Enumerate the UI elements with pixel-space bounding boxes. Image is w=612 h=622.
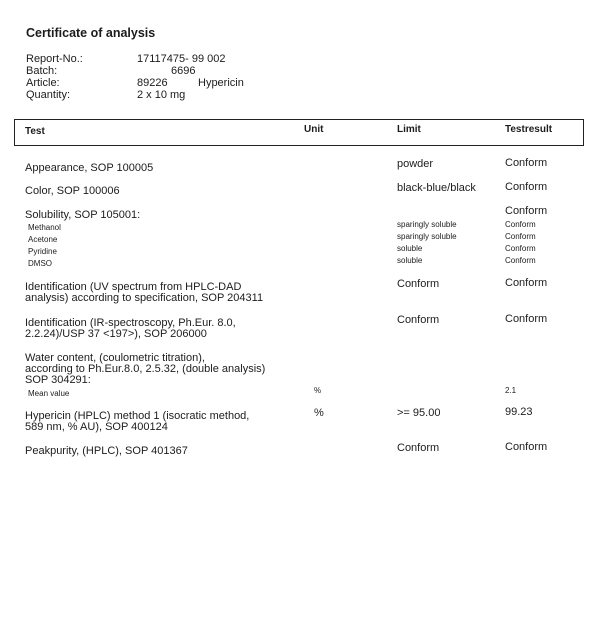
sub-methanol-limit: sparingly soluble [397, 220, 457, 229]
row-appearance-test: Appearance, SOP 100005 [25, 162, 154, 174]
sub-dmso-name: DMSO [28, 259, 52, 268]
row-peakpurity-result: Conform [505, 441, 548, 453]
row-color-limit: black-blue/black [397, 182, 476, 194]
report-value: 17117475- 99 002 [137, 53, 226, 65]
row-hypericin-unit: % [314, 407, 324, 419]
row-appearance-result: Conform [505, 157, 548, 169]
row-solubility-test: Solubility, SOP 105001: [25, 209, 141, 221]
report-label: Report-No.: [26, 53, 83, 65]
row-appearance-limit: powder [397, 158, 434, 170]
article-name: Hypericin [198, 77, 244, 89]
row-water-mean-label: Mean value [28, 389, 70, 398]
row-id-ir-limit: Conform [397, 314, 440, 326]
article-number: 89226 [137, 77, 168, 89]
certificate-title: Certificate of analysis [26, 26, 156, 40]
sub-methanol-name: Methanol [28, 223, 61, 232]
batch-value: 6696 [171, 65, 196, 77]
quantity-label: Quantity: [26, 89, 71, 101]
sub-methanol-result: Conform [505, 220, 536, 229]
row-id-ir-line1: Identification (IR-spectroscopy, Ph.Eur. 8.0, [25, 317, 236, 329]
sub-acetone-limit: sparingly soluble [397, 232, 457, 241]
row-id-uv-line2: analysis) according to specification, SOP 204311 [25, 292, 264, 304]
row-id-uv-limit: Conform [397, 278, 440, 290]
header-result: Testresult [505, 124, 553, 135]
header-limit: Limit [397, 124, 421, 135]
row-water-line3: SOP 304291: [25, 374, 91, 386]
row-peakpurity-test: Peakpurity, (HPLC), SOP 401367 [25, 445, 188, 457]
sub-dmso-result: Conform [505, 256, 536, 265]
sub-pyridine-limit: soluble [397, 244, 423, 253]
row-water-line1: Water content, (coulometric titration), [25, 352, 205, 364]
sub-pyridine-result: Conform [505, 244, 536, 253]
article-label: Article: [26, 77, 60, 89]
sub-dmso-limit: soluble [397, 256, 423, 265]
row-id-ir-line2: 2.2.24)/USP 37 <197>), SOP 206000 [25, 328, 207, 340]
row-water-line2: according to Ph.Eur.8.0, 2.5.32, (double analysis) [25, 363, 266, 375]
row-hypericin-limit: >= 95.00 [397, 407, 441, 419]
quantity-value: 2 x 10 mg [137, 89, 186, 101]
sub-acetone-name: Acetone [28, 235, 58, 244]
row-hypericin-line2: 589 nm, % AU), SOP 400124 [25, 421, 168, 433]
row-solubility-result: Conform [505, 205, 548, 217]
sub-acetone-result: Conform [505, 232, 536, 241]
row-id-uv-line1: Identification (UV spectrum from HPLC-DAD [25, 281, 242, 293]
header-test: Test [25, 126, 45, 137]
row-color-result: Conform [505, 181, 548, 193]
row-peakpurity-limit: Conform [397, 442, 440, 454]
row-water-result: 2.1 [505, 386, 517, 395]
header-unit: Unit [304, 124, 324, 135]
sub-pyridine-name: Pyridine [28, 247, 57, 256]
batch-label: Batch: [26, 65, 58, 77]
row-id-uv-result: Conform [505, 277, 548, 289]
row-color-test: Color, SOP 100006 [25, 185, 120, 197]
row-water-unit: % [314, 386, 322, 395]
table-header [14, 119, 584, 146]
row-hypericin-line1: Hypericin (HPLC) method 1 (isocratic method, [25, 410, 250, 422]
row-id-ir-result: Conform [505, 313, 548, 325]
row-hypericin-result: 99.23 [505, 406, 533, 418]
